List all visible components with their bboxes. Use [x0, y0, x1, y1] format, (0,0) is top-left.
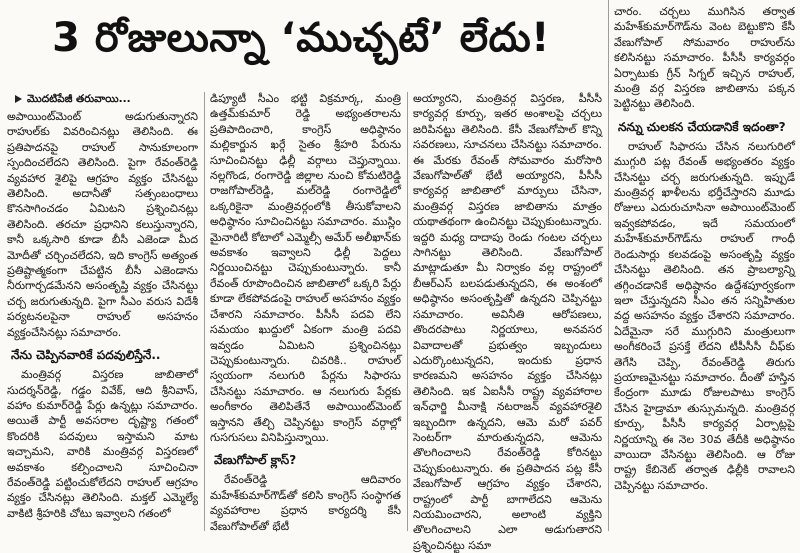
article-column-2 — [210, 91, 401, 533]
subheading: నన్ను చులకన చేయడానికే ఇదంతా? — [618, 119, 786, 134]
subheading: వేణుగోపాల్ క్లాస్? — [214, 453, 297, 468]
paragraph: రేవంత్‌రెడ్డి ఆదివారం మహేశ్‌కుమార్‌గౌడ్‌తో కలిసి కాంగ్రెస్ సంస్థాగత వ్యవహారాల ప్రధాన కార్యదర్శి కేసీ వేణుగోపాల్‌తో భేటీ — [210, 473, 401, 533]
paragraph: డిప్యూటీ సీఎం భట్టి విక్రమార్క, మంత్రి ఉత్తమ్‌కుమార్ రెడ్డి అభ్యంతరాలను ప్రతిపాదించారి, కాంగ్రెస్ అధిష్ఠానం మల్లికార్జున ఖర్గే సైతం శ్రీహరి పేరును సూచించినట్టు ఢిల్లీ వర్గాలు చెప్తున్నాయి. నల్లగొండ, రంగారెడ్డి జిల్లాల నుంచి కోమటిరెడ్డి రాజగోపాల్‌రెడ్డి, మల్‌రెడ్డి రంగారెడ్డిలో ఒక్కరికైనా మంత్రివర్గంలోకి తీసుకోవాలని అధిష్ఠానం సూచించినట్టు సమాచారం. ముస్లిం మైనారిటీ కోటాలో ఎమ్మెల్సీ అమేర్ అలీఖాన్‌కు అవకాశం ఇవ్వాలని ఢిల్లీ పెద్దలు నిర్ణయించినట్టు చెప్పుకుంటున్నారు. కానీ రేవంత్ రూపొందించిన జాబితాలో ఒక్కరి పేర్లు కూడా లేకపోవడంపై రాహుల్ అసహనం వ్యక్తం చేశారని సమాచారం. పీసీసీ పదవి లేని సమయం ఖుద్దులో ఏకంగా మంత్రి పదవి ఇవ్వడం ఏమిటని ప్రశ్నించినట్లు చెప్పుకుంటున్నారు. చివరికి.. రాహుల్ స్వయంగా నలుగురి పేర్లను సిఫారసు చేసినట్టు సమాచారం. ఆ నలుగురు పేర్లకు అంగీకారం తెలిపితేనే అపాయింట్‌మెంట్ ఇస్తానని తేల్చి చెప్పినట్టు కాంగ్రెస్ వర్గాల్లో గుసగుసలు వినిపిస్తున్నాయి. — [210, 92, 401, 444]
arrow-right-icon — [15, 95, 22, 103]
column-rule — [204, 92, 205, 531]
headline: 3 రోజులున్నా ‘ముచ్చటే’ లేదు! — [52, 15, 550, 61]
column-rule — [608, 0, 609, 531]
paragraph: అపాయింట్‌మెంట్ అడుగుతున్నారని రాహుల్‌కు వివరించినట్లు తెలిసింది. ఈ ప్రతిపాదనపై రాహుల్ సానుకూలంగా స్పందించలేదని తెలిసింది. పైగా రేవంత్‌రెడ్డి వ్యవహార శైలిపై ఆగ్రహం వ్యక్తం చేసినట్టు తెలిసింది. అదానీతో సత్సంబంధాలు కొనసాగించడం ఏమిటని ప్రశ్నించినట్లు తెలిసింది. తరచూ ప్రధానిని కలుస్తున్నారని, కానీ ఒక్కసారి కూడా బీసీ ఎజెండా మీద మోదీతో చర్చించలేదని, ఇది కాంగ్రెస్ అత్యంత ప్రతిష్టాత్మకంగా చేపట్టిన బీసీ ఎజెండాను నీరుగార్చడమేనని అసంతృప్తి వ్యక్తం చేసినట్టు చర్చ జరుగుతున్నది. పైగా సీఎం వరుస విదేశీ పర్యటనలపైనా రాహుల్ అసహనం వ్యక్తంచేసినట్లు సమాచారం. — [7, 110, 198, 339]
article-column-4 — [614, 4, 795, 529]
paragraph: అయ్యారని, మంత్రివర్గ విస్తరణ, పీసీసీ కార్యవర్గ కూర్పు, ఇతర అంశాలపై చర్చలు జరిపినట్టు తెలిసింది. కేసీ వేణుగోపాల్ కొన్ని సవరణలు, సూచనలు చేసినట్టు సమాచారం. ఈ మేరకు రేవంత్ సోమవారం మరోసారి వేణుగోపాల్‌తో భేటీ అయ్యారని, పీసీసీ కార్యవర్గ జాబితాలో మార్పులు చేసినా, మంత్రివర్గ విస్తరణ జాబితాను మాత్రం యథాతథంగా ఉంచినట్టు చెప్పుకుంటున్నారు. ఇద్దరి మధ్య దాదాపు రెండు గంటల చర్చలు సాగినట్టు తెలిసింది. వేణుగోపాల్ మాట్లాడుతూ మీ నిర్వాకం వల్ల రాష్ట్రంలో బీఆర్‌ఎస్ బలపడుతున్నదని, ఈ అంశంలో అధిష్ఠానం అసంతృప్తితో ఉన్నదని చెప్పినట్టు సమాచారం. అవినీతి ఆరోపణలు, తొందరపాటు నిర్ణయాలు, అనవసర వివాదాలతో ప్రభుత్వం ఇబ్బందులు ఎదుర్కొంటున్నదని, ఇందుకు ప్రధాన కారణమని అసహనం వ్యక్తం చేసినట్లు తెలిసింది. ఇక ఏఐసీసీ రాష్ట్ర వ్యవహారాల ఇన్‌ఛార్జి మీనాక్షి నటరాజన్ వ్యవహారశైలి ఇబ్బందిగా ఉన్నదని, ఆమె మరో పవర్ సెంటర్‌గా మారుతున్నదని, ఆమెను తొలగించాలని రేవంత్‌రెడ్డి కోరినట్టు చెప్పుకుంటున్నారు. ఈ ప్రతిపాదన పట్ల కేసీ వేణుగోపాల్ ఆగ్రహం వ్యక్తం చేశారని, రాష్ట్రంలో పార్టీ బాగాలేదని ఆమెను నియమించారని, అలాంటి వ్యక్తిని తొలగించాలని ఎలా అడుగుతారని ప్రశ్నించినట్టు సమా — [413, 92, 602, 552]
continuation-label: మొదటిపేజీ తరువాయి... — [27, 93, 131, 105]
subheading: నేను చెప్పినవారికే పదవులిస్తేనే.. — [11, 348, 161, 363]
paragraph: చారం. చర్చలు ముగిసిన తర్వాత మహేశ్‌కుమార్‌గౌడ్‌ను వెంట బెట్టుకొని కేసీ వేణుగోపాల్ సోమవారం రాహుల్‌ను కలిసినట్టు సమాచారం. పీసీసీ కార్యవర్గం ఏర్పాటుకు గ్రీన్ సిగ్నల్ ఇచ్చిన రాహుల్, మంత్రి వర్గ విస్తరణ జాబితాను పక్కన పెట్టినట్టు తెలిసింది. — [614, 5, 795, 111]
paragraph: రాహుల్ సిఫారసు చేసిన నలుగురిలో ముగ్గురి పట్ల రేవంత్ అభ్యంతరం వ్యక్తం చేసినట్టు చర్చ జరుగుతున్నది. ఇప్పుడే మంత్రివర్గ ఖాళీలను భర్తీచేస్తారని మూడు రోజులు ఎదురుచూసినా అపాయింట్‌మెంట్ ఇవ్వకపోవడం, ఇదే సమయంలో మహేశ్‌కుమార్‌గౌడ్‌ను రాహుల్ గాంధీ రెండుసార్లు కలవడంపై అసంతృప్తి వ్యక్తం చేసినట్టు తెలిసింది. తన ప్రాబల్యాన్ని తగ్గించడానికే అధిష్ఠానం ఉద్దేశపూర్వకంగా ఇలా చేస్తున్నదని సీఎం తన సన్నిహితుల వద్ద అసహనం వ్యక్తం చేశారని సమాచారం. ఏదేమైనా సరే ముగ్గురిని మంత్రులుగా అంగీకరించే ప్రసక్తే లేదని టీపీసీసీ చీఫ్‌కు తెగేసి చెప్పి, రేవంత్‌రెడ్డి తిరుగు ప్రయాణమైనట్టు సమాచారం. దీంతో హస్తిన కేంద్రంగా మూడు రోజులపాటు కాంగ్రెస్ చేసిన హైడ్రామా తుస్సుమన్నది. మంత్రివర్గ కూర్పు, పీసీసీ కార్యవర్గ ఏర్పాట్లపై నిర్ణయాన్ని ఈ నెల 30వ తేదీకి అధిష్ఠానం వాయిదా వేసినట్టు తెలిసింది. ఆ రోజు రాష్ట్ర కేబినెట్ తర్వాత ఢిల్లీకి రావాలని చెప్పినట్టు సమాచారం. — [614, 139, 795, 492]
paragraph: మంత్రివర్గ విస్తరణ జాబితాలో సుదర్శన్‌రెడ్డి, గడ్డం వివేక్, ఆది శ్రీనివాస్, వహాం కుమార్‌రెడ్డి పేర్లు ఉన్నట్లు సమాచారం. అయితే పార్టీ అవసరాల దృష్ట్యా గతంలో కొందరికి పదవులు ఇస్తామని మాట ఇచ్చామని, వారికి మంత్రివర్గ విస్తరణలో అవకాశం కల్పించాలని సూచించినా రేవంత్‌రెడ్డి పట్టించుకోలేదని రాహుల్ ఆగ్రహం వ్యక్తం చేసినట్లు తెలిసింది. మక్తల్ ఎమ్మెల్యే వాకిటి శ్రీహరికి చోటు ఇవ్వాలని గతంలో — [7, 368, 198, 520]
continuation-marker — [7, 91, 198, 107]
article-column-3 — [413, 91, 602, 552]
column-rule — [407, 92, 408, 531]
article-column-1 — [7, 91, 198, 529]
